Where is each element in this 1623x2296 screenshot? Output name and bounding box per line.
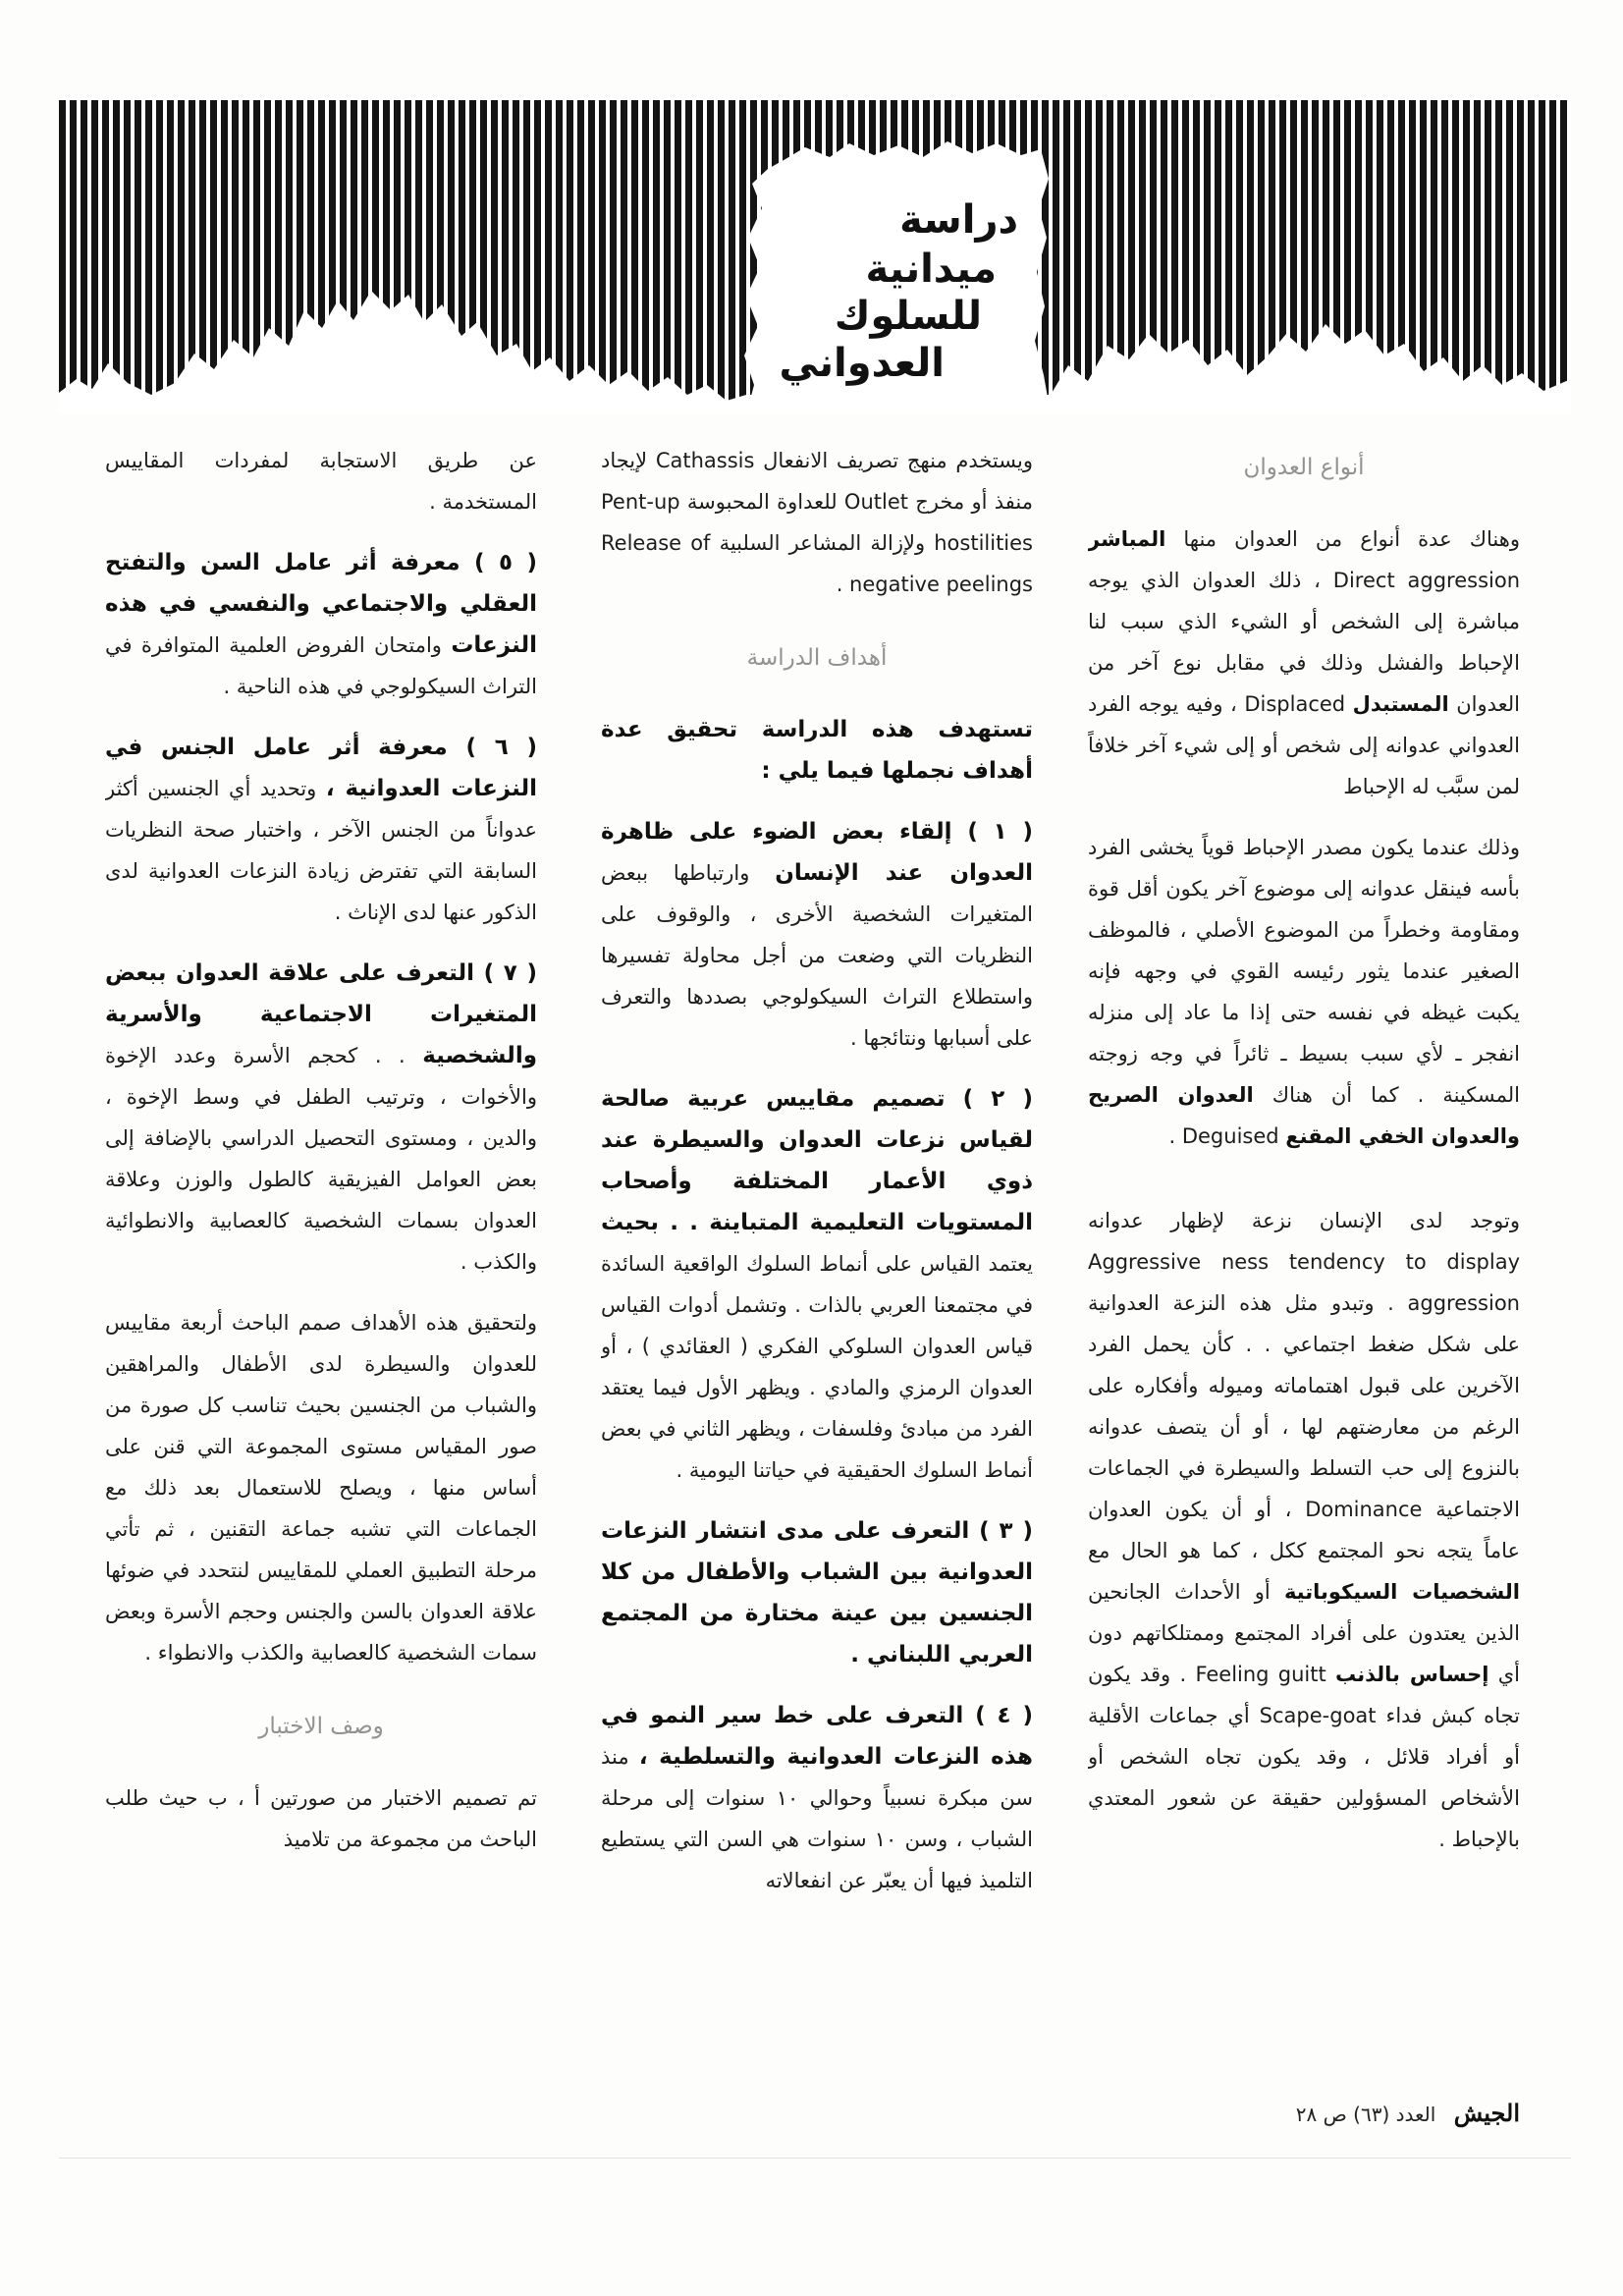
- paragraph: [1088, 827, 1520, 1157]
- goal-lead: ( ٦ ) معرفة أثر عامل الجنس في النزعات العدوانية ،: [105, 735, 537, 801]
- article-title-line: دراسة: [899, 197, 1018, 243]
- goal-body: وارتباطها ببعض المتغيرات الشخصية الأخرى ، والوقوف على النظريات التي وضعت من أجل محاولة تفسيرها واستطلاع التراث السيكولوجي بصددها والتعرف على أسبابها ونتائجها .: [601, 861, 1033, 1050]
- left-column: [105, 440, 537, 2090]
- goals-intro: تستهدف هذه الدراسة تحقيق عدة أهداف نجملها فيما يلي :: [601, 717, 1033, 784]
- text-run: وذلك عندما يكون مصدر الإحباط قوياً يخشى الفرد بأسه فينقل عدوانه إلى موضوع آخر يكون أقل قوة ومقاومة وخطراً من الموضوع الأصلي ، فالموظف الصغير عندما يثور رئيسه القوي في وجهه فإنه يكبت غيظه في نفسه حتى إذا ما عاد إلى منزله انفجر ـ لأي سبب بسيط ـ ثائراً في وجه زوجته المسكينة . كما أن هناك: [1088, 836, 1520, 1107]
- text-run: أو الأحداث الجانحين الذين يعتدون على أفراد المجتمع وممتلكاتهم دون أي: [1088, 1580, 1520, 1686]
- paragraph: [1088, 519, 1520, 807]
- article-title-line: ميدانية: [865, 246, 997, 292]
- paragraph: ولتحقيق هذه الأهداف صمم الباحث أربعة مقاييس للعدوان والسيطرة لدى الأطفال والمراهقين والشباب من الجنسين بحيث تناسب كل صورة من صور المقياس مستوى المجموعة التي قنن على أساس منها ، ويصلح للاستعمال بعد ذلك مع الجماعات التي تشبه جماعة التقنين ، ثم تأتي مرحلة التطبيق العملي للمقاييس لنتحدد في ضوئها علاقة العدوان بالسن والجنس وحجم الأسرة وبعض سمات الشخصية كالعصابية والكذب والانطواء .: [105, 1311, 537, 1665]
- text-run: Deguised .: [1168, 1124, 1279, 1148]
- article-title-line: العدواني: [779, 341, 945, 386]
- paragraph: [1088, 1200, 1520, 1860]
- goal-lead: ( ٧ ) التعرف على علاقة العدوان ببعض المتغيرات الاجتماعية والأسرية والشخصية: [105, 960, 537, 1068]
- paragraph: [601, 709, 1033, 792]
- section-heading: وصف الاختبار: [258, 1714, 384, 1739]
- goal-item: [601, 1510, 1033, 1675]
- goal-lead: ( ٢ ) تصميم مقاييس عربية صالحة لقياس نزعات العدوان والسيطرة عند ذوي الأعمار المختلفة وأصحاب المستويات التعليمية المتباينة . . بحيث: [601, 1086, 1033, 1235]
- section-heading: أنواع العدوان: [1243, 455, 1365, 480]
- text-run: Direct aggression ، ذلك العدوان الذي يوجه مباشرة إلى الشخص أو الشيء الذي سبب لنا الإحباط والفشل وذلك في مقابل نوع آخر من العدوان: [1088, 569, 1520, 716]
- article-title-line: للسلوك: [834, 294, 982, 339]
- goal-body: منذ سن مبكرة نسبياً وحوالي ١٠ سنوات إلى مرحلة الشباب ، وسن ١٠ سنوات هي السن التي يستطيع التلميذ فيها أن يعبّر عن انفعالاته: [601, 1745, 1033, 1892]
- goal-lead: ( ١ ) إلقاء بعض الضوء على ظاهرة العدوان عند الإنسان: [601, 819, 1033, 886]
- goal-item: [105, 542, 537, 707]
- emphasis-run: المباشر: [1088, 527, 1166, 551]
- middle-column: [601, 440, 1033, 2090]
- paragraph: عن طريق الاستجابة لمفردات المقاييس المستخدمة .: [105, 449, 537, 514]
- emphasis-run: العدوان الصريح والعدوان الخفي المقنع: [1088, 1083, 1520, 1148]
- goal-item: [601, 1695, 1033, 1901]
- issue-page-label: العدد (٦٣) ص ٢٨: [1295, 2103, 1436, 2126]
- emphasis-run: المستبدل: [1352, 692, 1449, 716]
- goal-body: وامتحان الفروض العلمية المتوافرة في التراث السيكولوجي في هذه الناحية .: [105, 633, 537, 698]
- page-footer: [1296, 2096, 1520, 2132]
- emphasis-run: الشخصيات السيكوباتية: [1283, 1580, 1520, 1604]
- goal-lead: ( ٥ ) معرفة أثر عامل السن والتفتح العقلي والاجتماعي والنفسي في هذه النزعات: [105, 550, 537, 658]
- paragraph: ويستخدم منهج تصريف الانفعال Cathassis لإيجاد منفذ أو مخرج Outlet للعداوة المحبوسة Pent-up hostilities ولإزالة المشاعر السلبية Release of negative peelings .: [601, 449, 1033, 596]
- goal-item: [105, 727, 537, 933]
- goal-lead: ( ٤ ) التعرف على خط سير النمو في هذه النزعات العدوانية والتسلطية ،: [601, 1703, 1033, 1770]
- text-run: وتوجد لدى الإنسان نزعة لإظهار عدوانه Aggressive ness tendency to display aggression . وتبدو مثل هذه النزعة العدوانية على شكل ضغط اجتماعي . . كأن يحمل الفرد الآخرين على قبول اهتماماته وميوله وأفكاره على الرغم من معارضتهم لها ، أو أن يتصف عدوانه بالنزوع إلى حب التسلط والسيطرة في الجماعات الاجتماعية Dominance ، أو أن يكون العدوان عاماً يتجه نحو المجتمع ككل ، كما هو الحال مع: [1088, 1209, 1520, 1562]
- goal-body: وتحديد أي الجنسين أكثر عدواناً من الجنس الآخر ، واختبار صحة النظريات السابقة التي تفترض زيادة النزعات العدوانية لدى الذكور عنها لدى الإناث .: [105, 777, 537, 924]
- goal-lead: ( ٣ ) التعرف على مدى انتشار النزعات العدوانية بين الشباب والأطفال من كلا الجنسين بين عينة مختارة من المجتمع العربي اللبناني .: [601, 1518, 1033, 1667]
- goal-item: [105, 953, 537, 1283]
- goal-body: . . كحجم الأسرة وعدد الإخوة والأخوات ، وترتيب الطفل في وسط الإخوة ، والدين ، ومستوى التحصيل الدراسي بالإضافة إلى بعض العوامل الفيزيقية كالطول والوزن وعلاقة العدوان بسمات الشخصية كالعصابية والانطوائية والكذب .: [105, 1044, 537, 1274]
- magazine-logo: الجيش: [1453, 2099, 1520, 2127]
- text-run: Feeling guitt . وقد يكون تجاه كبش فداء Scape-goat أي جماعات الأقلية أو أفراد قلائل ، وقد يكون تجاه الشخص أو الأشخاص المسؤولين حقيقة عن شعور المعتدي بالإحباط .: [1088, 1663, 1520, 1851]
- footer-rule: [59, 2158, 1571, 2159]
- text-run: Displaced ، وفيه يوجه الفرد العدواني عدوانه إلى شخص أو إلى شيء آخر خلافاً لمن سبَّب له الإحباط: [1088, 692, 1520, 798]
- paragraph: تم تصميم الاختبار من صورتين أ ، ب حيث طلب الباحث من مجموعة من تلاميذ: [105, 1786, 537, 1851]
- section-heading: أهداف الدراسة: [746, 645, 888, 671]
- goal-body: يعتمد القياس على أنماط السلوك الواقعية السائدة في مجتمعنا العربي بالذات . وتشمل أدوات القياس قياس العدوان السلوكي الفكري ( العقائدي ) ، أو العدوان الرمزي والمادي . ويظهر الأول فيما يعتقد الفرد من مبادئ وفلسفات ، ويظهر الثاني في بعض أنماط السلوك الحقيقية في حياتنا اليومية .: [601, 1252, 1033, 1482]
- goal-item: [601, 811, 1033, 1059]
- goal-item: [601, 1078, 1033, 1491]
- emphasis-run: إحساس بالذنب: [1335, 1663, 1489, 1686]
- right-column: [1088, 440, 1520, 2090]
- text-run: وهناك عدة أنواع من العدوان منها: [1183, 527, 1520, 551]
